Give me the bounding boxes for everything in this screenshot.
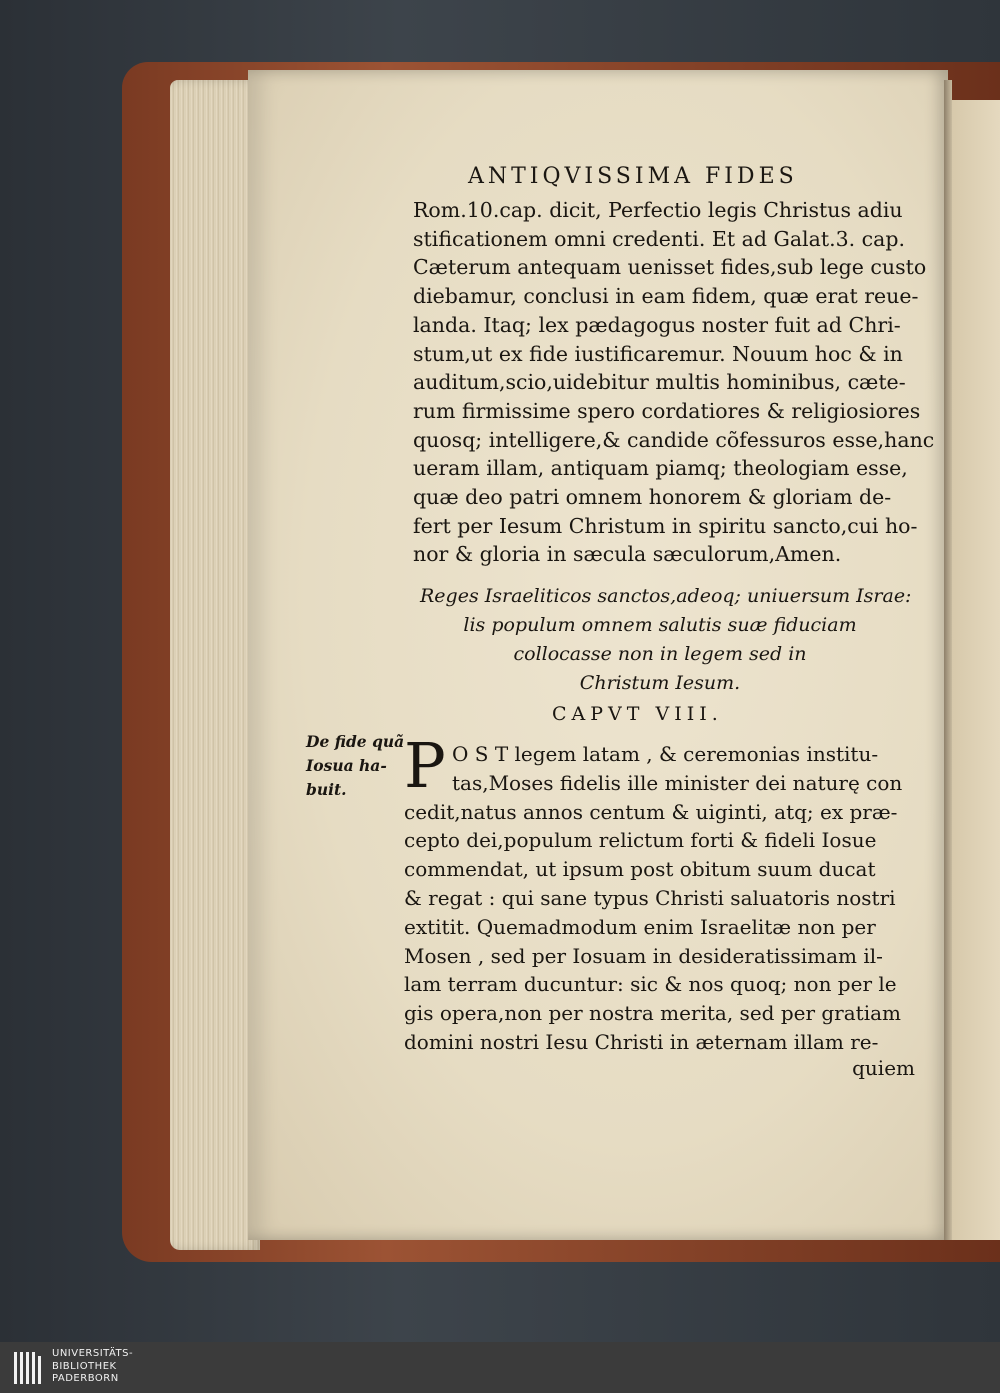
text-line: O S T legem latam , & ceremonias institu-	[452, 742, 879, 766]
library-name-line: UNIVERSITÄTS-	[52, 1348, 134, 1359]
section-heading	[420, 582, 912, 698]
body-paragraph	[413, 196, 935, 569]
text-line: quæ deo patri omnem honorem & gloriam de-	[413, 485, 892, 510]
text-line: fert per Iesum Christum in spiritu sancto,cui ho-	[413, 513, 918, 538]
text-line: Mosen , sed per Iosuam in desideratissimam il-	[404, 943, 883, 968]
text-line: tas,Moses fidelis ille minister dei naturę con	[452, 770, 903, 795]
heading-line: collocasse non in legem sed in	[513, 643, 807, 665]
text-line: rum firmissime spero cordatiores & religiosiores	[413, 398, 921, 423]
text-line: stum,ut ex fide iustificaremur. Nouum hoc & in	[413, 341, 903, 366]
facing-page-edge	[952, 100, 1000, 1240]
text-line: gis opera,non per nostra merita, sed per gratiam	[404, 1001, 901, 1026]
text-line: commendat, ut ipsum post obitum suum ducat	[404, 857, 876, 882]
margin-note-line: Iosua ha-	[306, 756, 387, 775]
library-footer	[0, 1342, 1000, 1393]
page-edges	[170, 80, 260, 1250]
drop-cap: P	[404, 729, 446, 802]
heading-line: lis populum omnem salutis suæ fiduciam	[463, 614, 857, 636]
text-line: cepto dei,populum relictum forti & fideli Iosue	[404, 828, 877, 853]
chapter-title: CAPVT VIII.	[552, 703, 723, 725]
running-title: ANTIQVISSIMA FIDES	[468, 164, 798, 189]
margin-note-line: buit.	[306, 780, 347, 799]
text-line: landa. Itaq; lex pædagogus noster fuit ad Chri-	[413, 312, 901, 337]
text-line: & regat : qui sane typus Christi saluatoris nostri	[404, 885, 896, 910]
library-logo-icon	[8, 1348, 48, 1388]
library-name	[52, 1348, 252, 1386]
catchword: quiem	[852, 1056, 915, 1080]
heading-line: Reges Israeliticos sanctos,adeoq; uniuersum Israe:	[420, 585, 912, 607]
text-line: lam terram ducuntur: sic & nos quoq; non per le	[404, 972, 897, 997]
book-gutter	[944, 80, 952, 1240]
library-name-line: BIBLIOTHEK	[52, 1360, 117, 1372]
library-name-line: PADERBORN	[52, 1373, 119, 1384]
text-line: domini nostri Iesu Christi in æternam illam re-	[404, 1029, 879, 1054]
text-line: diebamur, conclusi in eam fidem, quæ erat reue-	[413, 284, 919, 309]
text-line: Cæterum antequam uenisset fides,sub lege custo	[413, 255, 927, 280]
text-line: stificationem omni credenti. Et ad Galat.3. cap.	[413, 226, 905, 251]
chapter-paragraph	[404, 740, 914, 1057]
text-line: quosq; intelligere,& candide cõfessuros esse,hanc	[413, 427, 935, 452]
text-line: Rom.10.cap. dicit, Perfectio legis Christus adiu	[413, 198, 903, 222]
text-line: extitit. Quemadmodum enim Israelitæ non per	[404, 914, 876, 939]
heading-line: Christum Iesum.	[579, 672, 741, 694]
margin-note	[306, 730, 406, 802]
text-line: auditum,scio,uidebitur multis hominibus, cæte-	[413, 370, 906, 395]
text-line: ueram illam, antiquam piamq; theologiam esse,	[413, 456, 908, 481]
margin-note-line: De fide quã	[306, 732, 405, 751]
text-line: nor & gloria in sæcula sæculorum,Amen.	[413, 542, 842, 567]
text-line: cedit,natus annos centum & uiginti, atq; ex præ-	[404, 799, 898, 824]
